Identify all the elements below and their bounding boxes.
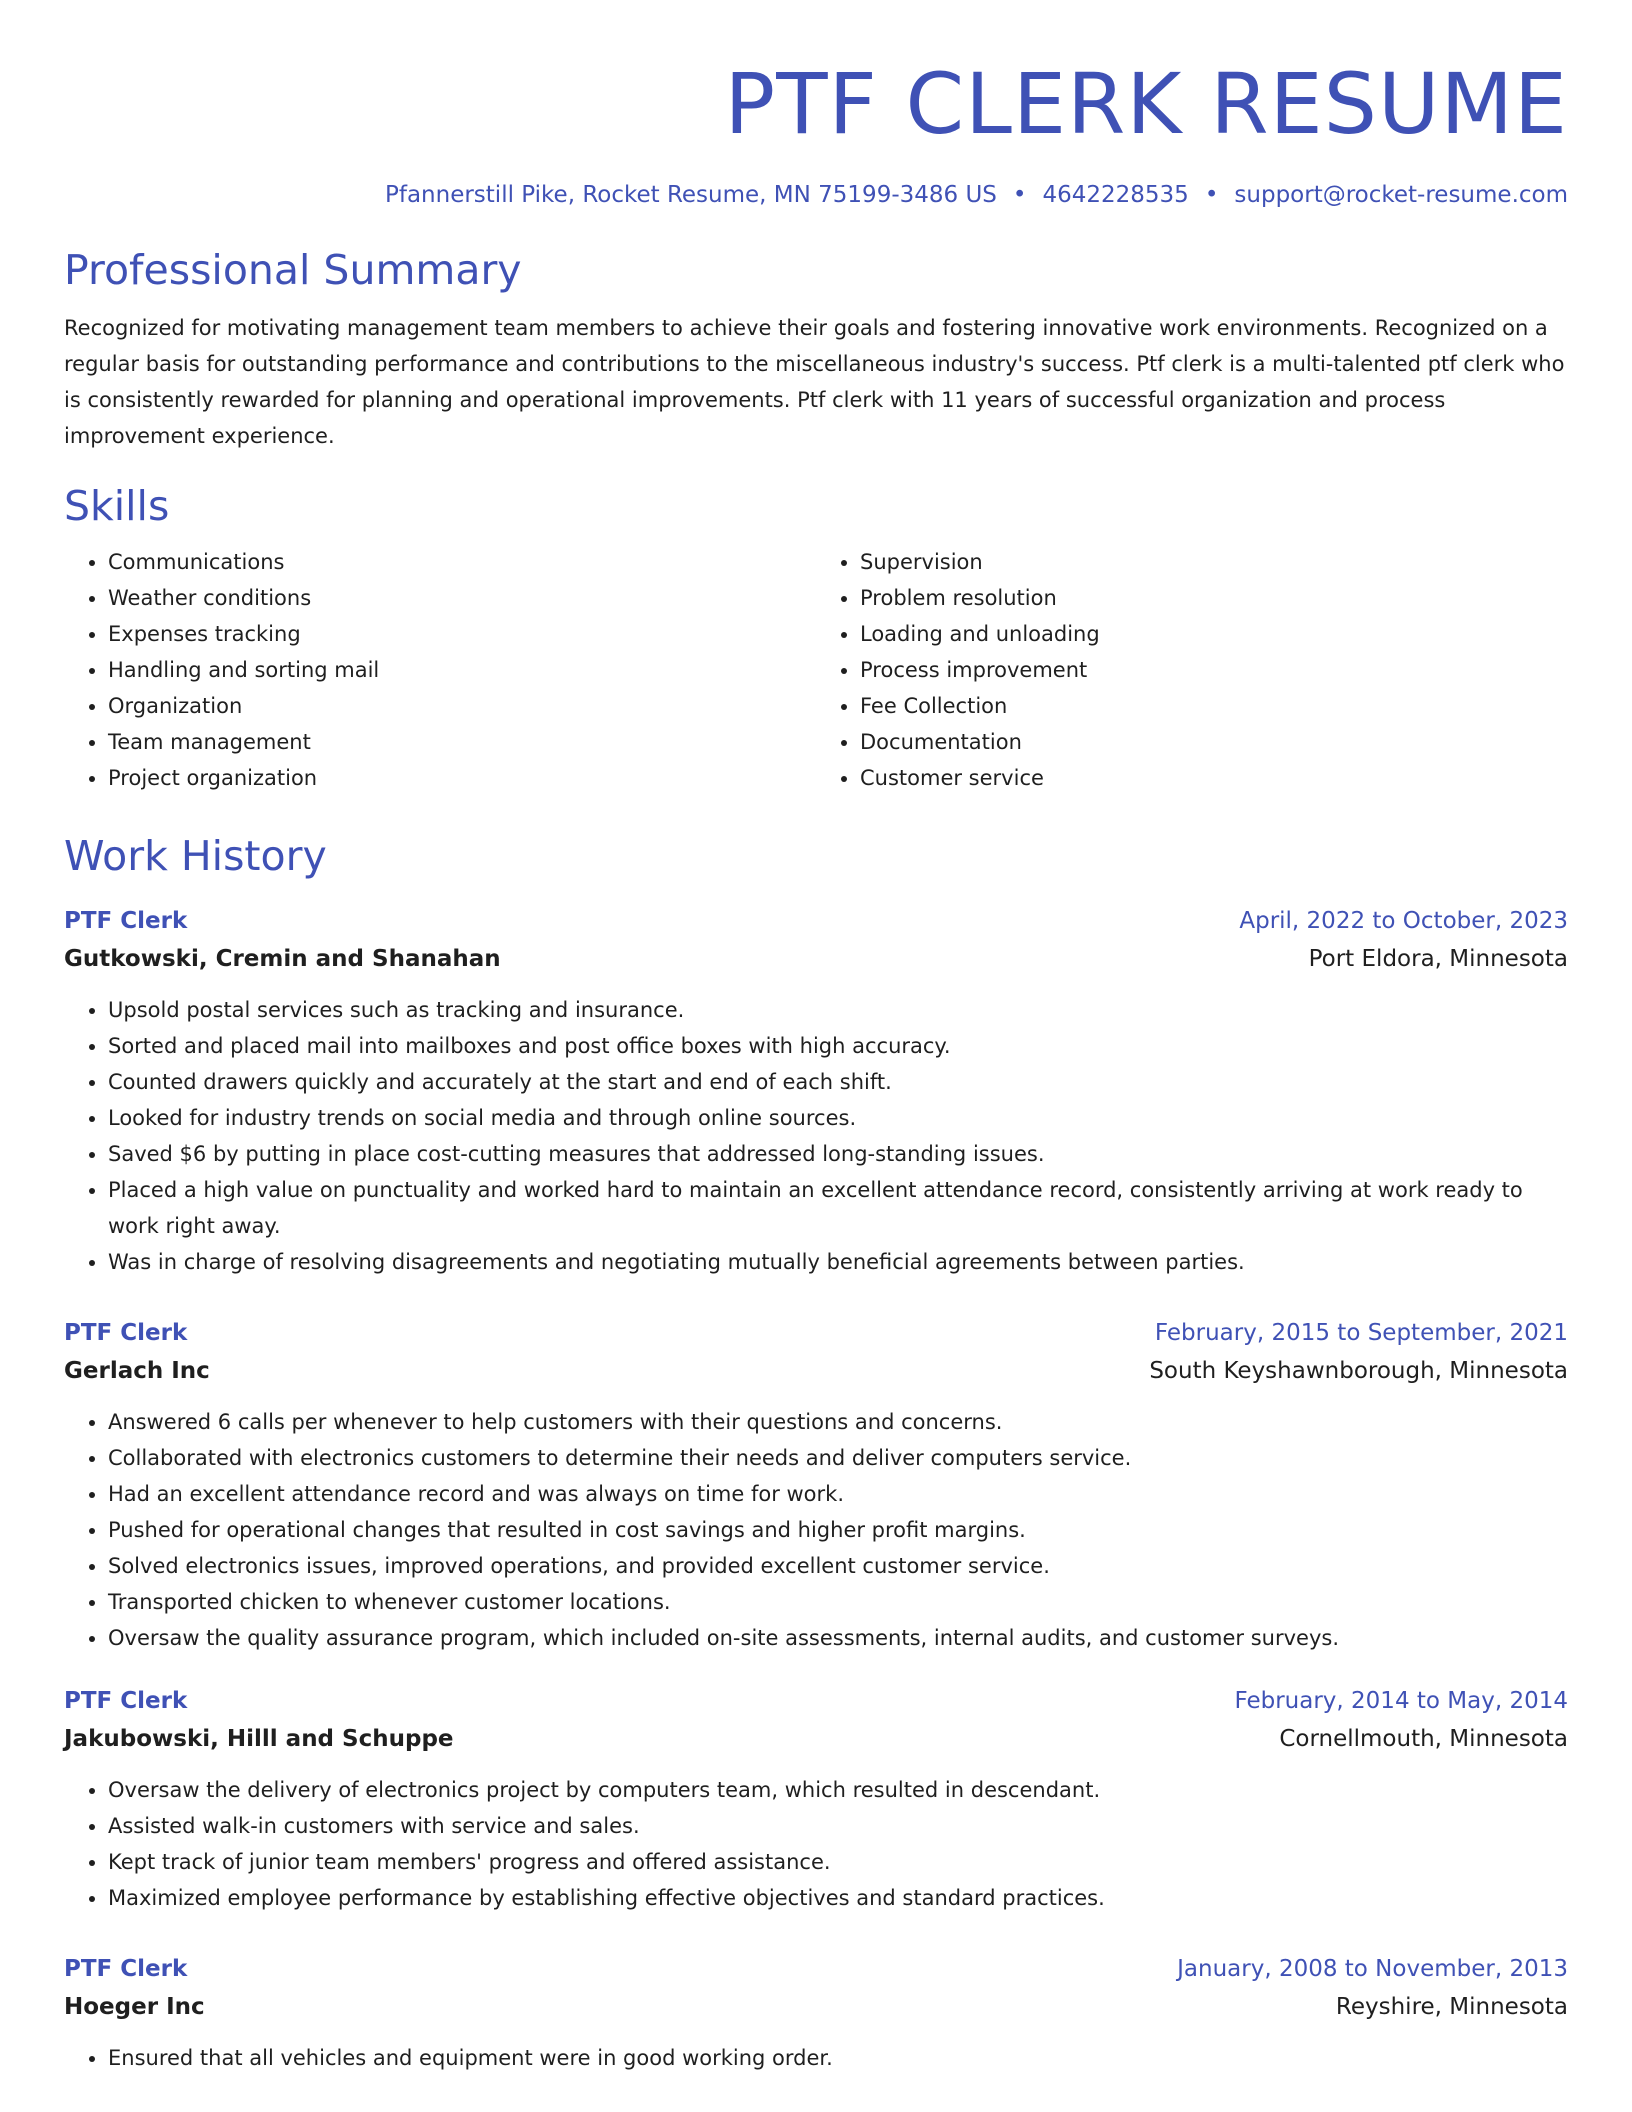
contact-phone: 4642228535 xyxy=(1042,182,1189,208)
skill-item: • Problem resolution xyxy=(860,580,1568,616)
job-company: Jakubowski, Hilll and Schuppe xyxy=(64,1726,454,1752)
job-bullet: • Sorted and placed mail into mailboxes and post office boxes with high accuracy. xyxy=(108,1028,1568,1064)
skill-item: • Supervision xyxy=(860,544,1568,580)
job-header-row xyxy=(64,902,1568,940)
job-bullet: • Maximized employee performance by establishing effective objectives and standard practices. xyxy=(108,1880,1568,1916)
job-company-row xyxy=(64,1352,1568,1390)
job-company-row xyxy=(64,1720,1568,1758)
job-dates: April, 2022 to October, 2023 xyxy=(1239,908,1568,934)
job-bullets xyxy=(64,2040,1568,2076)
work-history-heading: Work History xyxy=(64,832,327,880)
summary-text: Recognized for motivating management team members to achieve their goals and fostering innovative work environments. Recognized on a regular basis for outstanding performance and contributions to the miscellaneous industry's success. Ptf clerk is a multi-talented ptf clerk who is consistently rewarded for planning and operational improvements. Ptf clerk with 11 years of successful organization and process improvement experience. xyxy=(64,316,1565,448)
skills-heading: Skills xyxy=(64,482,170,530)
job-company-row xyxy=(64,1988,1568,2026)
job-bullet: • Transported chicken to whenever customer locations. xyxy=(108,1584,1568,1620)
job-bullet: • Oversaw the quality assurance program, which included on-site assessments, internal audits, and customer surveys. xyxy=(108,1620,1568,1656)
job-bullet: • Looked for industry trends on social media and through online sources. xyxy=(108,1100,1568,1136)
job-dates: January, 2008 to November, 2013 xyxy=(1177,1956,1568,1982)
job-bullet: • Upsold postal services such as tracking and insurance. xyxy=(108,992,1568,1028)
job-bullet: • Oversaw the delivery of electronics project by computers team, which resulted in descendant. xyxy=(108,1772,1568,1808)
job-company: Hoeger Inc xyxy=(64,1994,205,2020)
job-entry xyxy=(64,1682,1568,1916)
contact-separator: • xyxy=(1204,182,1219,208)
job-location: South Keyshawnborough, Minnesota xyxy=(1149,1358,1568,1384)
job-title: PTF Clerk xyxy=(64,1956,188,1982)
contact-separator: • xyxy=(1012,182,1027,208)
job-dates: February, 2015 to September, 2021 xyxy=(1154,1320,1568,1346)
skill-item: • Handling and sorting mail xyxy=(108,652,816,688)
skill-item: • Documentation xyxy=(860,724,1568,760)
job-bullet: • Answered 6 calls per whenever to help customers with their questions and concerns. xyxy=(108,1404,1568,1440)
skill-item: • Expenses tracking xyxy=(108,616,816,652)
job-entry xyxy=(64,902,1568,1280)
job-header-row xyxy=(64,1682,1568,1720)
job-entry xyxy=(64,1314,1568,1656)
job-location: Port Eldora, Minnesota xyxy=(1308,946,1568,972)
job-company: Gerlach Inc xyxy=(64,1358,210,1384)
contact-address: Pfannerstill Pike, Rocket Resume, MN 75199-3486 US xyxy=(384,182,997,208)
contact-line xyxy=(64,180,1568,210)
job-title: PTF Clerk xyxy=(64,1688,188,1714)
job-entry xyxy=(64,1950,1568,2076)
job-bullet: • Was in charge of resolving disagreements and negotiating mutually beneficial agreements between parties. xyxy=(108,1244,1568,1280)
job-location: Cornellmouth, Minnesota xyxy=(1279,1726,1568,1752)
contact-email[interactable]: support@rocket-resume.com xyxy=(1234,182,1568,208)
job-bullets xyxy=(64,1772,1568,1916)
job-bullets xyxy=(64,1404,1568,1656)
job-bullet: • Pushed for operational changes that resulted in cost savings and higher profit margins. xyxy=(108,1512,1568,1548)
job-company: Gutkowski, Cremin and Shanahan xyxy=(64,946,501,972)
job-bullet: • Placed a high value on punctuality and worked hard to maintain an excellent attendance record, consistently arriving at work ready to work right away. xyxy=(108,1172,1568,1244)
skill-item: • Customer service xyxy=(860,760,1568,796)
skills-list-left xyxy=(64,544,816,796)
job-dates: February, 2014 to May, 2014 xyxy=(1234,1688,1568,1714)
job-bullet: • Counted drawers quickly and accurately at the start and end of each shift. xyxy=(108,1064,1568,1100)
job-bullet: • Collaborated with electronics customers to determine their needs and deliver computers service. xyxy=(108,1440,1568,1476)
job-bullet: • Saved $6 by putting in place cost-cutting measures that addressed long-standing issues. xyxy=(108,1136,1568,1172)
resume-title: PTF CLERK RESUME xyxy=(724,55,1568,153)
job-company-row xyxy=(64,940,1568,978)
skills-list-right xyxy=(816,544,1568,796)
job-bullet: • Solved electronics issues, improved operations, and provided excellent customer service. xyxy=(108,1548,1568,1584)
job-bullet: • Ensured that all vehicles and equipment were in good working order. xyxy=(108,2040,1568,2076)
job-title: PTF Clerk xyxy=(64,1320,188,1346)
job-bullets xyxy=(64,992,1568,1280)
skill-item: • Fee Collection xyxy=(860,688,1568,724)
summary-heading: Professional Summary xyxy=(64,246,522,294)
skill-item: • Communications xyxy=(108,544,816,580)
resume-page xyxy=(64,0,1568,2076)
skill-item: • Weather conditions xyxy=(108,580,816,616)
skills-grid xyxy=(64,544,1568,796)
skill-item: • Team management xyxy=(108,724,816,760)
skill-item: • Process improvement xyxy=(860,652,1568,688)
job-header-row xyxy=(64,1950,1568,1988)
job-bullet: • Had an excellent attendance record and was always on time for work. xyxy=(108,1476,1568,1512)
job-title: PTF Clerk xyxy=(64,908,188,934)
job-header-row xyxy=(64,1314,1568,1352)
skill-item: • Loading and unloading xyxy=(860,616,1568,652)
skill-item: • Project organization xyxy=(108,760,816,796)
job-bullet: • Kept track of junior team members' progress and offered assistance. xyxy=(108,1844,1568,1880)
job-location: Reyshire, Minnesota xyxy=(1335,1994,1568,2020)
skill-item: • Organization xyxy=(108,688,816,724)
job-bullet: • Assisted walk-in customers with service and sales. xyxy=(108,1808,1568,1844)
